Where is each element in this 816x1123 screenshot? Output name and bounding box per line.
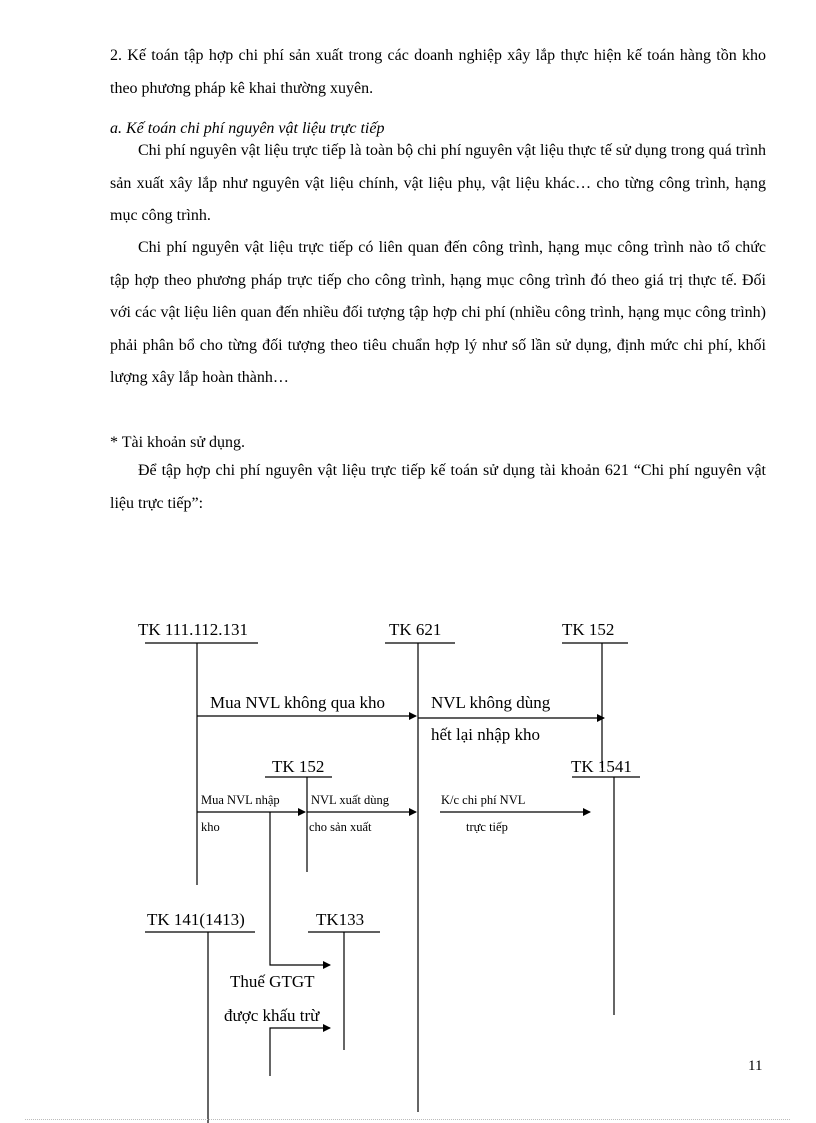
- label-buy-no-store: Mua NVL không qua kho: [210, 693, 386, 712]
- label-unused-2: hết lại nhập kho: [431, 725, 541, 744]
- account-tk141: TK 141(1413): [147, 910, 245, 929]
- subheading: a. Kế toán chi phí nguyên vật liệu trực tiếp: [110, 120, 385, 137]
- arrow-vat-2: [270, 1028, 330, 1076]
- paragraph-1: Chi phí nguyên vật liệu trực tiếp là toàn bộ chi phí nguyên vật liệu thực tế sử dụng trong quá trình sản xuất xây lắp như nguyên vật liệu chính, vật liệu phụ, vật liệu khác… cho từng công trình, hạng mục công trình.: [110, 142, 766, 224]
- label-issue-1: NVL xuất dùng: [311, 793, 389, 807]
- account-tk133: TK133: [316, 910, 365, 929]
- label-issue-2: cho sản xuất: [309, 820, 372, 834]
- label-vat-1: Thuế GTGT: [230, 972, 315, 991]
- section-heading: 2. Kế toán tập hợp chi phí sản xuất trong các doanh nghiệp xây lắp thực hiện kế toán hàng tồn kho theo phương pháp kê khai thường xuyên.: [110, 47, 766, 97]
- account-tk152-mid: TK 152: [272, 757, 325, 776]
- page-number: 11: [748, 1058, 763, 1074]
- label-transfer-1: K/c chi phí NVL: [441, 793, 526, 807]
- label-vat-2: được khấu trừ: [224, 1006, 320, 1025]
- paragraph-3: Để tập hợp chi phí nguyên vật liệu trực tiếp kế toán sử dụng tài khoản 621 “Chi phí nguyên vật liệu trực tiếp”:: [110, 462, 766, 512]
- paragraph-2: Chi phí nguyên vật liệu trực tiếp có liên quan đến công trình, hạng mục công trình nào tổ chức tập hợp theo phương pháp trực tiếp cho công trình, hạng mục công trình đó theo giá trị thực tế. Đối với các vật liệu liên quan đến nhiều đối tượng tập hợp chi phí (nhiều công trình, hạng mục công trình) phải phân bổ cho từng đối tượng theo tiêu chuẩn hợp lý như số lần sử dụng, định mức chi phí, khối lượng xây lắp hoàn thành…: [110, 239, 766, 386]
- label-transfer-2: trực tiếp: [466, 820, 508, 834]
- account-tk1541: TK 1541: [571, 757, 632, 776]
- account-heading: * Tài khoản sử dụng.: [110, 434, 246, 451]
- account-tk621: TK 621: [389, 620, 442, 639]
- account-tk152-top: TK 152: [562, 620, 615, 639]
- label-buy-store-2: kho: [201, 820, 220, 834]
- account-tk111: TK 111.112.131: [138, 620, 249, 639]
- footer-divider: [25, 1119, 790, 1120]
- label-buy-store-1: Mua NVL nhập: [201, 793, 280, 807]
- label-unused-1: NVL không dùng: [431, 693, 551, 712]
